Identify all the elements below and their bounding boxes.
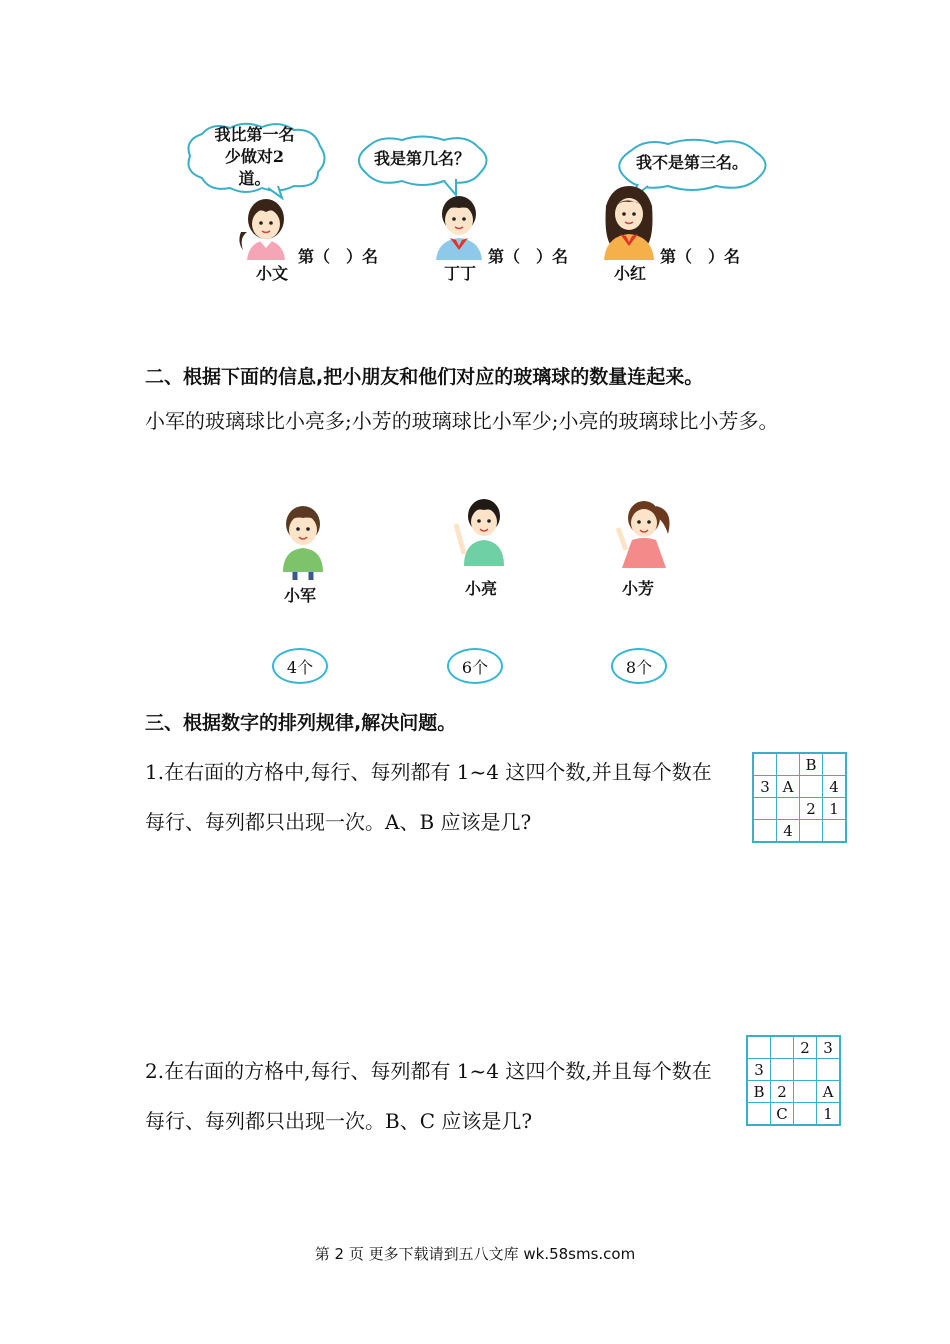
boy-dingding-illustration <box>428 188 490 260</box>
grid-cell <box>747 1103 771 1126</box>
grid-cell <box>794 1059 817 1081</box>
grid-cell: 1 <box>817 1103 841 1126</box>
grid-cell <box>777 753 800 776</box>
name-xiaowen: 小文 <box>256 264 289 283</box>
rank-label-dingding: 第（ ）名 <box>488 247 569 266</box>
grid-cell <box>777 798 800 820</box>
sudoku-grid-q1 <box>752 752 847 843</box>
name-xiaoliang: 小亮 <box>465 579 498 598</box>
name-xiaofang: 小芳 <box>622 579 655 598</box>
grid-cell <box>823 753 847 776</box>
bubble-text: 我比第一名少做对2道。 <box>214 125 295 188</box>
girl-xiaohong-illustration <box>596 182 662 260</box>
grid-cell: A <box>817 1081 841 1103</box>
name-xiaohong: 小红 <box>614 264 647 283</box>
grid-cell: 1 <box>823 798 847 820</box>
grid-cell: 3 <box>817 1036 841 1059</box>
bubble-text: 我是第几名？ <box>373 149 470 168</box>
boy-xiaojun-illustration <box>273 500 333 580</box>
grid-cell: A <box>777 776 800 798</box>
bubble-text: 我不是第三名。 <box>635 153 748 172</box>
rank-label-xiaowen: 第（ ）名 <box>298 247 379 266</box>
section2-heading: 二、根据下面的信息,把小朋友和他们对应的玻璃球的数量连起来。 <box>145 366 704 388</box>
rank-label-xiaohong: 第（ ）名 <box>660 247 741 266</box>
grid-cell: 4 <box>777 820 800 843</box>
grid-cell <box>800 820 823 843</box>
section2-clue: 小军的玻璃球比小亮多;小芳的玻璃球比小军少;小亮的玻璃球比小芳多。 <box>145 409 779 433</box>
grid-cell: B <box>747 1081 771 1103</box>
grid-cell: 2 <box>771 1081 794 1103</box>
count-oval-4[interactable]: 4个 <box>272 648 328 684</box>
grid-cell <box>747 1036 771 1059</box>
boy-xiaoliang-illustration <box>452 494 512 574</box>
grid-cell <box>800 776 823 798</box>
name-xiaojun: 小军 <box>284 586 317 605</box>
grid-cell <box>753 798 777 820</box>
grid-cell <box>771 1036 794 1059</box>
grid-cell <box>817 1059 841 1081</box>
grid-cell: C <box>771 1103 794 1126</box>
count-oval-8[interactable]: 8个 <box>611 648 667 684</box>
grid-cell <box>794 1103 817 1126</box>
grid-cell <box>753 820 777 843</box>
grid-cell <box>794 1081 817 1103</box>
grid-cell <box>823 820 847 843</box>
grid-cell <box>771 1059 794 1081</box>
girl-xiaofang-illustration <box>612 494 678 574</box>
grid-cell: 3 <box>753 776 777 798</box>
page-footer: 第 2 页 更多下载请到五八文库 wk.58sms.com <box>314 1245 636 1263</box>
speech-bubble-xiaowen <box>182 122 327 192</box>
section3-heading: 三、根据数字的排列规律,解决问题。 <box>145 712 457 734</box>
grid-cell: B <box>800 753 823 776</box>
speech-bubble-dingding <box>352 135 492 183</box>
question-2-text: 2.在右面的方格中,每行、每列都有 1~4 这四个数,并且每个数在每行、每列都只出现一次。B、C 应该是几? <box>145 1059 712 1133</box>
sudoku-grid-q2 <box>746 1035 841 1126</box>
grid-cell <box>753 753 777 776</box>
question-1-text: 1.在右面的方格中,每行、每列都有 1~4 这四个数,并且每个数在每行、每列都只出现一次。A、B 应该是几? <box>145 760 712 834</box>
name-dingding: 丁丁 <box>444 264 477 283</box>
grid-cell: 2 <box>800 798 823 820</box>
grid-cell: 2 <box>794 1036 817 1059</box>
grid-cell: 3 <box>747 1059 771 1081</box>
count-oval-6[interactable]: 6个 <box>447 648 503 684</box>
girl-xiaowen-illustration <box>235 192 297 260</box>
speech-bubble-xiaohong <box>612 138 772 188</box>
grid-cell: 4 <box>823 776 847 798</box>
